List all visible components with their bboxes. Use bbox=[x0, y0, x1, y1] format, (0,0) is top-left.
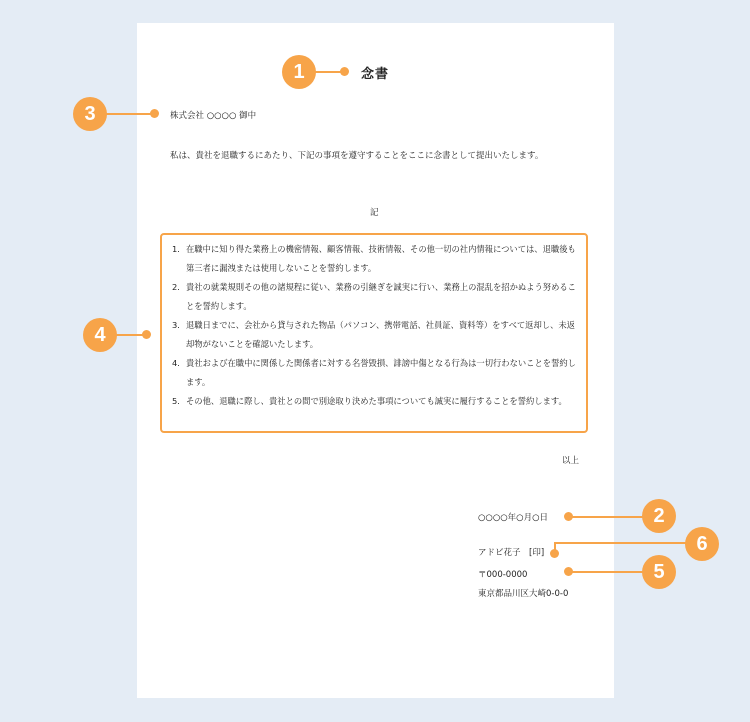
clause-number: 5. bbox=[172, 396, 180, 406]
signer-name: アドビ花子 [印] bbox=[478, 548, 545, 558]
intro-paragraph: 私は、貴社を退職するにあたり、下記の事項を遵守することをここに念書として提出いたします。 bbox=[170, 151, 544, 161]
clause-item bbox=[172, 278, 576, 316]
clause-text: 在職中に知り得た業務上の機密情報、顧客情報、技術情報、その他一切の社内情報については、退職後も第三者に漏洩または使用しないことを誓約します。 bbox=[186, 244, 576, 273]
callout-badge-1: 1 bbox=[282, 55, 316, 89]
callout-badge-5: 5 bbox=[642, 555, 676, 589]
callout-dot-3 bbox=[150, 109, 159, 118]
clause-text: その他、退職に際し、貴社との間で別途取り決めた事項についても誠実に履行することを誓約します。 bbox=[186, 396, 567, 406]
callout-line-5 bbox=[570, 571, 646, 573]
clause-text: 退職日までに、会社から貸与された物品（パソコン、携帯電話、社員証、資料等）をすべて返却し、未返却物がないことを確認いたします。 bbox=[186, 320, 575, 349]
addressee: 株式会社 ○○○○ 御中 bbox=[170, 111, 257, 121]
clauses-box bbox=[160, 233, 588, 433]
callout-dot-1 bbox=[340, 67, 349, 76]
callout-dot-6 bbox=[550, 549, 559, 558]
ki-heading: 記 bbox=[370, 208, 379, 218]
clause-number: 1. bbox=[172, 244, 180, 254]
clause-item bbox=[172, 354, 576, 392]
clause-item bbox=[172, 316, 576, 354]
clause-text: 貴社および在職中に関係した関係者に対する名誉毀損、誹謗中傷となる行為は一切行わないことを誓約します。 bbox=[186, 358, 576, 387]
clause-list bbox=[172, 240, 576, 411]
signer-address: 東京都品川区大崎0-0-0 bbox=[478, 589, 569, 599]
callout-badge-2: 2 bbox=[642, 499, 676, 533]
callout-line-4 bbox=[115, 334, 145, 336]
clause-text: 貴社の就業規則その他の諸規程に従い、業務の引継ぎを誠実に行い、業務上の混乱を招かぬよう努めることを誓約します。 bbox=[186, 282, 576, 311]
clause-item bbox=[172, 240, 576, 278]
callout-dot-4 bbox=[142, 330, 151, 339]
callout-line-2 bbox=[570, 516, 646, 518]
callout-line-6 bbox=[554, 542, 688, 544]
clause-number: 3. bbox=[172, 320, 180, 330]
callout-badge-3: 3 bbox=[73, 97, 107, 131]
clause-number: 2. bbox=[172, 282, 180, 292]
date-field: ○○○○年○月○日 bbox=[478, 513, 549, 523]
closing-ijo: 以上 bbox=[562, 456, 580, 466]
clause-number: 4. bbox=[172, 358, 180, 368]
document-title: 念書 bbox=[361, 67, 390, 82]
callout-badge-4: 4 bbox=[83, 318, 117, 352]
callout-badge-6: 6 bbox=[685, 527, 719, 561]
callout-line-3 bbox=[105, 113, 153, 115]
postal-code: 〒000-0000 bbox=[478, 570, 528, 580]
clause-item bbox=[172, 392, 576, 411]
